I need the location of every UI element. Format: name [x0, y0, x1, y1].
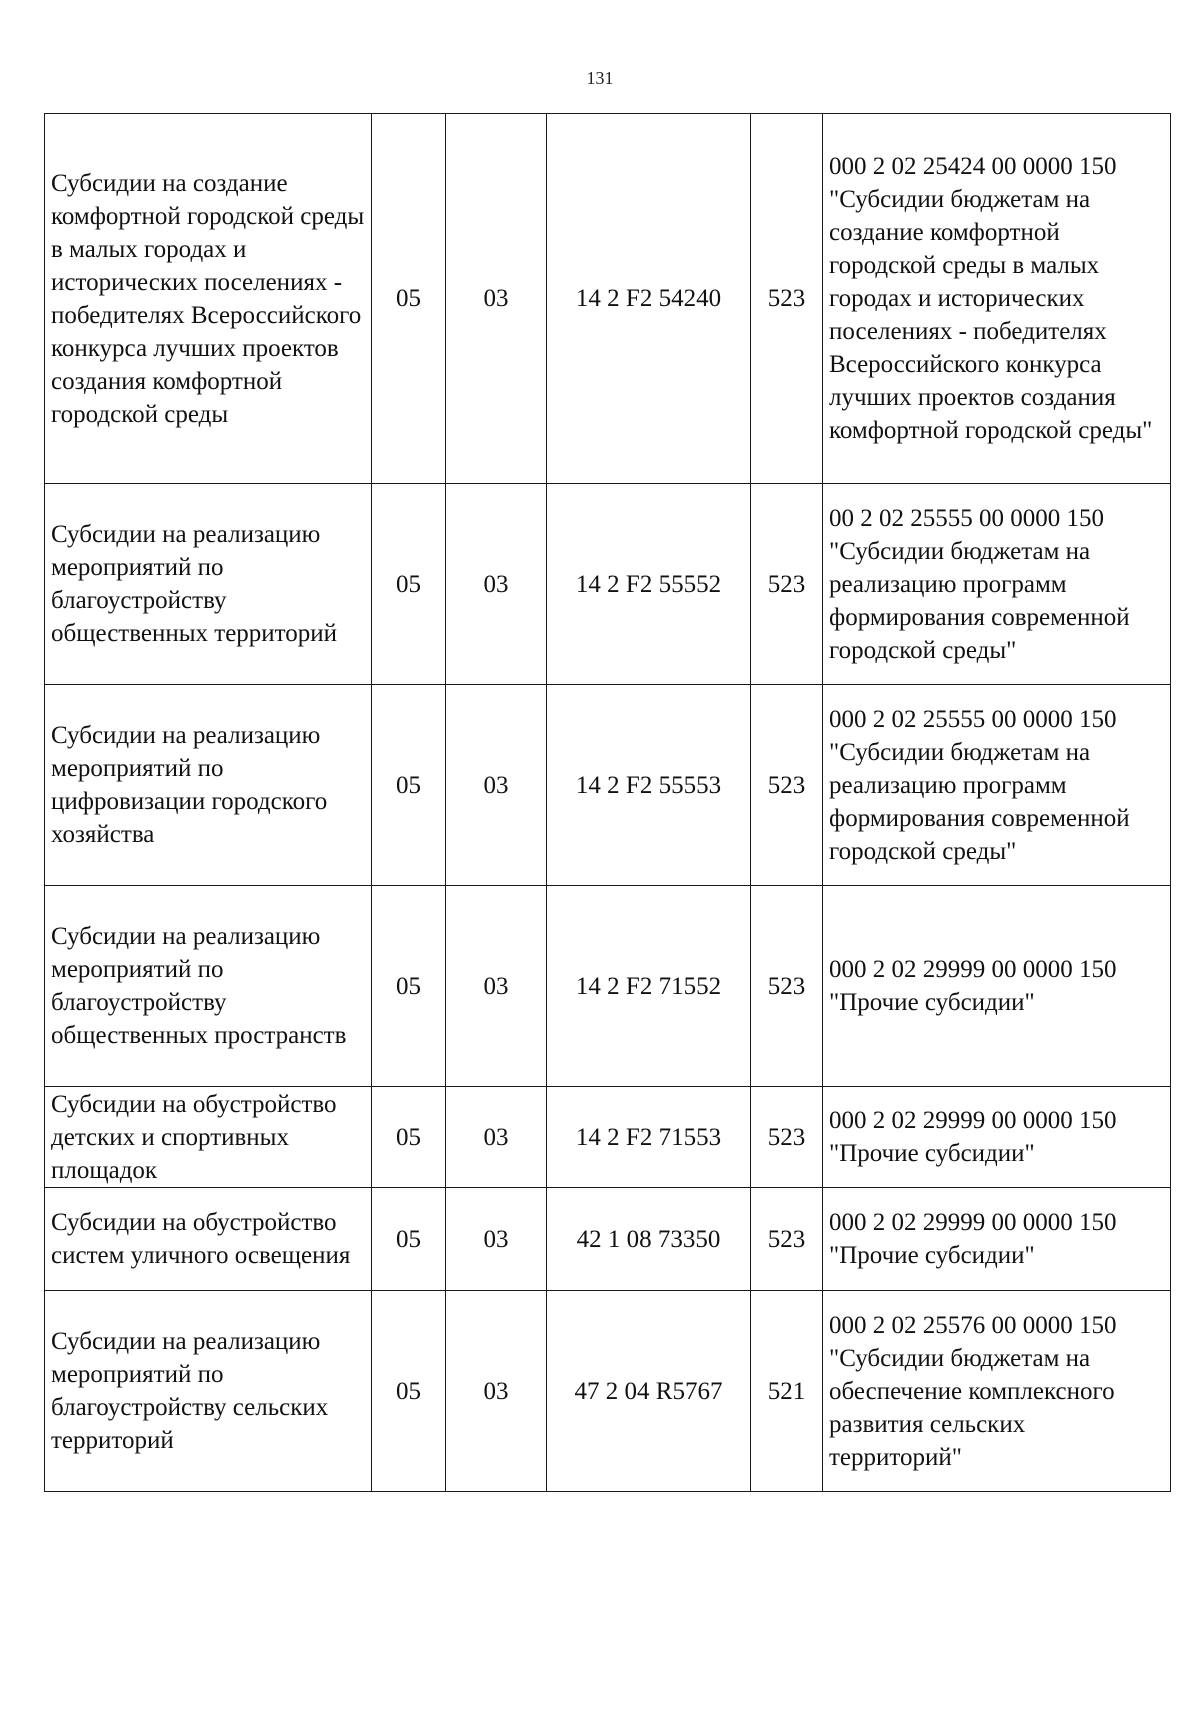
expense-type-cell: 521: [751, 1291, 823, 1492]
subsidy-name-cell: Субсидии на обустройство детских и спортивных площадок: [45, 1087, 372, 1188]
subsidy-table: [44, 113, 1171, 1492]
table-row: [45, 886, 1171, 1087]
income-code-cell: 000 2 02 25555 00 0000 150 "Субсидии бюджетам на реализацию программ формирования современной городской среды": [823, 685, 1171, 886]
subsection-cell: 03: [446, 685, 547, 886]
target-article-cell: 14 2 F2 55552: [547, 484, 751, 685]
income-code-cell: 000 2 02 29999 00 0000 150 "Прочие субсидии": [823, 1087, 1171, 1188]
income-code-cell: 000 2 02 29999 00 0000 150 "Прочие субсидии": [823, 886, 1171, 1087]
table-row: [45, 1188, 1171, 1291]
target-article-cell: 14 2 F2 71553: [547, 1087, 751, 1188]
subsidy-name-cell: Субсидии на обустройство систем уличного освещения: [45, 1188, 372, 1291]
income-code-cell: 000 2 02 29999 00 0000 150 "Прочие субсидии": [823, 1188, 1171, 1291]
section-cell: 05: [372, 1188, 446, 1291]
subsection-cell: 03: [446, 114, 547, 484]
income-code-cell: 000 2 02 25424 00 0000 150 "Субсидии бюджетам на создание комфортной городской среды в малых городах и исторических поселениях - победителях Всероссийского конкурса лучших проектов создания комфортной городской среды": [823, 114, 1171, 484]
subsidy-name-cell: Субсидии на реализацию мероприятий по благоустройству общественных пространств: [45, 886, 372, 1087]
section-cell: 05: [372, 886, 446, 1087]
page-number: 131: [586, 68, 614, 88]
income-code-cell: 00 2 02 25555 00 0000 150 "Субсидии бюджетам на реализацию программ формирования современной городской среды": [823, 484, 1171, 685]
table-row: [45, 484, 1171, 685]
target-article-cell: 14 2 F2 55553: [547, 685, 751, 886]
subsection-cell: 03: [446, 1188, 547, 1291]
section-cell: 05: [372, 685, 446, 886]
subsidy-name-cell: Субсидии на реализацию мероприятий по благоустройству общественных территорий: [45, 484, 372, 685]
target-article-cell: 14 2 F2 71552: [547, 886, 751, 1087]
section-cell: 05: [372, 1291, 446, 1492]
table-row: [45, 685, 1171, 886]
target-article-cell: 42 1 08 73350: [547, 1188, 751, 1291]
section-cell: 05: [372, 1087, 446, 1188]
section-cell: 05: [372, 484, 446, 685]
table-row: [45, 1087, 1171, 1188]
subsection-cell: 03: [446, 1087, 547, 1188]
subsidy-name-cell: Субсидии на реализацию мероприятий по благоустройству сельских территорий: [45, 1291, 372, 1492]
income-code-cell: 000 2 02 25576 00 0000 150 "Субсидии бюджетам на обеспечение комплексного развития сельских территорий": [823, 1291, 1171, 1492]
expense-type-cell: 523: [751, 484, 823, 685]
subsection-cell: 03: [446, 484, 547, 685]
expense-type-cell: 523: [751, 886, 823, 1087]
section-cell: 05: [372, 114, 446, 484]
table-row: [45, 1291, 1171, 1492]
subsidy-name-cell: Субсидии на создание комфортной городской среды в малых городах и исторических поселениях - победителях Всероссийского конкурса лучших проектов создания комфортной городской среды: [45, 114, 372, 484]
expense-type-cell: 523: [751, 685, 823, 886]
expense-type-cell: 523: [751, 1087, 823, 1188]
subsidy-name-cell: Субсидии на реализацию мероприятий по цифровизации городского хозяйства: [45, 685, 372, 886]
target-article-cell: 14 2 F2 54240: [547, 114, 751, 484]
expense-type-cell: 523: [751, 1188, 823, 1291]
table-row: [45, 114, 1171, 484]
subsection-cell: 03: [446, 1291, 547, 1492]
subsection-cell: 03: [446, 886, 547, 1087]
expense-type-cell: 523: [751, 114, 823, 484]
target-article-cell: 47 2 04 R5767: [547, 1291, 751, 1492]
